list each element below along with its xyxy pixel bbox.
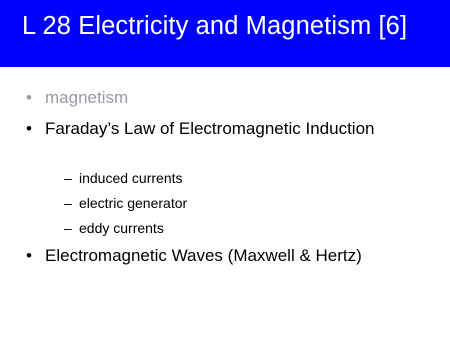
sub-bullet-electric-generator: electric generator <box>79 195 188 211</box>
slide-title: L 28 Electricity and Magnetism [6] <box>22 12 408 40</box>
bullet-faradays-law: Faraday’s Law of Electromagnetic Induction <box>45 119 375 138</box>
sub-bullet-eddy-currents: eddy currents <box>79 220 164 236</box>
dash-glyph: – <box>64 220 72 236</box>
bullet-electromagnetic-waves: Electromagnetic Waves (Maxwell & Hertz) <box>45 246 362 265</box>
bullet-magnetism: magnetism <box>45 88 129 107</box>
bullet-glyph: • <box>26 119 32 138</box>
bullet-glyph: • <box>26 88 32 107</box>
bullet-glyph: • <box>26 246 32 265</box>
dash-glyph: – <box>64 170 72 186</box>
dash-glyph: – <box>64 195 72 211</box>
sub-bullet-induced-currents: induced currents <box>79 170 183 186</box>
